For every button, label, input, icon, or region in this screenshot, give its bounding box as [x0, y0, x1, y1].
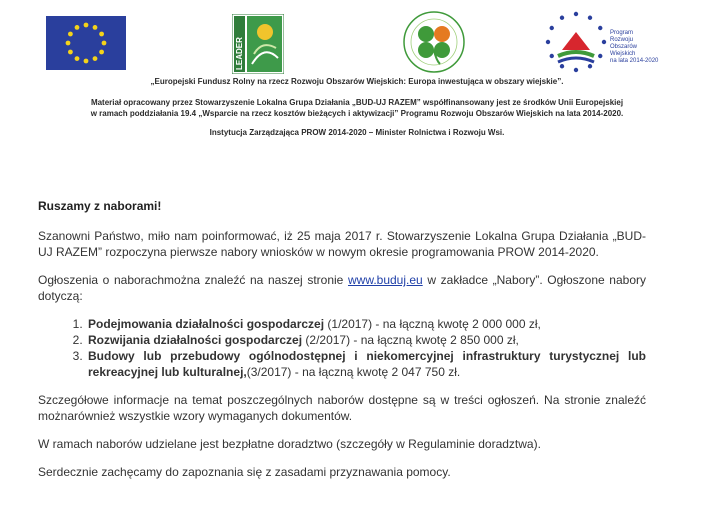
star-icon [560, 16, 564, 20]
list-item [86, 348, 646, 380]
star-icon [598, 26, 602, 30]
star-icon [550, 26, 554, 30]
eu-flag-icon [46, 16, 126, 70]
leader-logo-icon [232, 14, 284, 74]
bud-uj-razem-clover-logo-icon [402, 10, 466, 74]
star-icon [84, 23, 89, 28]
prow-logo-text: Program Rozwoju Obszarów Wiejskich na lata 2014-2020 [610, 30, 659, 64]
star-icon [93, 56, 98, 61]
star-icon [574, 12, 578, 16]
star-icon [75, 25, 80, 30]
star-icon [68, 50, 73, 55]
star-icon [546, 40, 550, 44]
star-icon [68, 32, 73, 37]
logo-bar [0, 8, 714, 74]
star-icon [560, 64, 564, 68]
details-paragraph: Szczegółowe informacje na temat poszczególnych naborów dostępne są w treści ogłoszeń. Na stronie znaleźć możnarównież wszystkie wzory wymaganych dokumentów. [38, 393, 646, 423]
advisory-paragraph: W ramach naborów udzielane jest bezpłatne doradztwo (szczegóły w Regulaminie doradztwa). [38, 437, 541, 451]
header-line-1: „Europejski Fundusz Rolny na rzecz Rozwoju Obszarów Wiejskich: Europa inwestująca w obszary wiejskie”. [150, 77, 564, 86]
call-details: (3/2017) - na łączną kwotę 2 047 750 zł. [246, 365, 461, 379]
call-details: (2/2017) - na łączną kwotę 2 850 000 zł, [302, 333, 519, 347]
star-icon [588, 16, 592, 20]
intro-paragraph: Szanowni Państwo, miło nam poinformować, iż 25 maja 2017 r. Stowarzyszenie Lokalna Grupa Działania „BUD-UJ RAZEM” rozpoczyna pierwsze nabory wniosków w nowym okresie programowania PROW 2014-2020. [38, 229, 646, 259]
call-name: Podejmowania działalności gospodarczej [88, 317, 325, 331]
announcements-paragraph [38, 272, 646, 304]
star-icon [574, 68, 578, 72]
star-icon [75, 56, 80, 61]
list-item [86, 332, 646, 348]
announcements-text-after: w zakładce „Nabory”. Ogłoszone nabory dotyczą: [38, 273, 646, 303]
star-icon [99, 32, 104, 37]
star-icon [602, 40, 606, 44]
announcement-body [38, 198, 646, 480]
star-icon [93, 25, 98, 30]
call-name: Rozwijania działalności gospodarczej [88, 333, 303, 347]
announcement-title: Ruszamy z naborami! [38, 199, 162, 213]
call-name: Budowy lub przebudowy ogólnodostępnej i niekomercyjnej infrastruktury turystycznej lub rekreacyjnej lub kulturalnej, [88, 349, 646, 379]
star-icon [550, 54, 554, 58]
project-header [0, 76, 714, 138]
closing-paragraph: Serdecznie zachęcamy do zapoznania się z zasadami przyznawania pomocy. [38, 465, 451, 479]
announcements-text-before: Ogłoszenia o naborachmożna znaleźć na naszej stronie [38, 273, 348, 287]
star-icon [598, 54, 602, 58]
star-icon [99, 50, 104, 55]
list-item [86, 316, 646, 332]
call-details: (1/2017) - na łączną kwotę 2 000 000 zł, [324, 317, 541, 331]
header-line-2: Materiał opracowany przez Stowarzyszenie Lokalna Grupa Działania „BUD-UJ RAZEM” współfinansowany jest ze środków Unii Europejskiej [90, 98, 624, 107]
leader-logo-label: LEADER [235, 37, 244, 70]
star-icon [66, 41, 71, 46]
header-line-3: w ramach poddziałania 19.4 „Wsparcie na rzecz kosztów bieżących i aktywizacji” Programu Rozwoju Obszarów Wiejskich na lata 2014-2020. [90, 109, 624, 118]
star-icon [84, 59, 89, 64]
star-icon [588, 64, 592, 68]
buduj-website-link[interactable]: www.buduj.eu [347, 273, 423, 287]
header-line-4: Instytucja Zarządzająca PROW 2014-2020 – Minister Rolnictwa i Rozwoju Wsi. [209, 128, 505, 137]
star-icon [102, 41, 107, 46]
calls-list [38, 316, 646, 380]
